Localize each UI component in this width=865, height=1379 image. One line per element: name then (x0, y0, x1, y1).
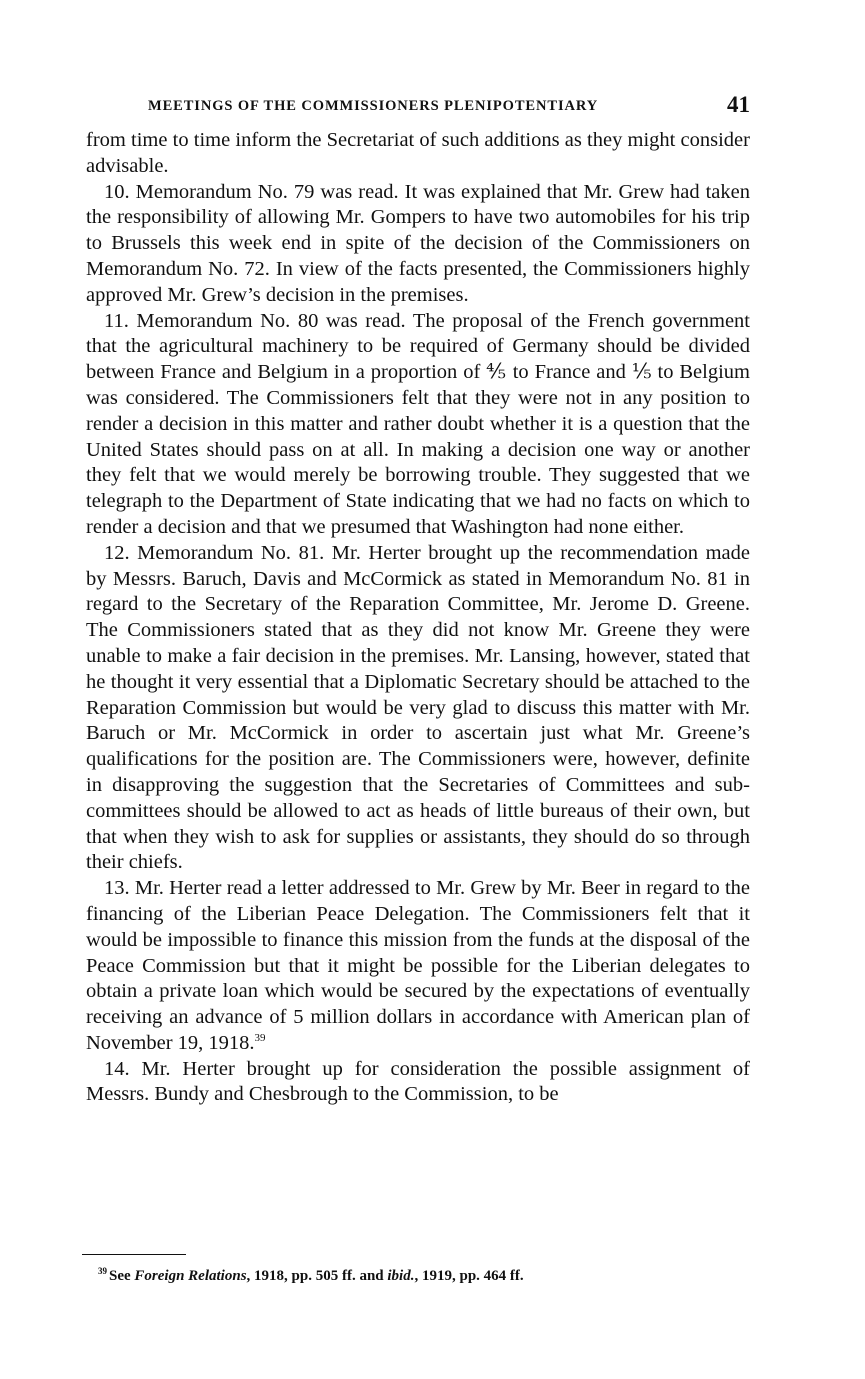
paragraph-11: 11. Memorandum No. 80 was read. The proposal of the French government that the agricultural machinery to be required of Germany should be divided between France and Belgium in a proportion of ⅘ to France and ⅕ to Belgium was considered. The Commissioners felt that they were not in any position to render a decision in this matter and rather doubt whether it is a question that the United States should pass on at all. In making a decision one way or another they felt that we would merely be borrowing trouble. They suggested that we telegraph to the Department of State indicating that we had no facts on which to render a decision and that we presumed that Washington had none either. (86, 309, 750, 538)
footnote-marker: 39 (98, 1266, 107, 1276)
paragraph-continued: from time to time inform the Secretariat of such additions as they might consider advisable. (86, 129, 750, 177)
paragraph-13 (86, 876, 750, 1057)
body-text (86, 128, 750, 1108)
paragraph-10: 10. Memorandum No. 79 was read. It was explained that Mr. Grew had taken the responsibility of allowing Mr. Gompers to have two automobiles for his trip to Brussels this week end in spite of the decision of the Commissioners on Memorandum No. 72. In view of the facts presented, the Commissioners highly approved Mr. Grew’s decision in the premises. (86, 180, 750, 306)
page-number: 41 (727, 92, 750, 117)
footnote-source: Foreign Relations (134, 1268, 247, 1284)
footnote-ibid: ibid. (387, 1268, 415, 1284)
footnote-suffix: , 1919, pp. 464 ff. (414, 1268, 524, 1284)
page (86, 94, 750, 1108)
footnote-reference: 39 (254, 1031, 266, 1044)
paragraph-13-text: 13. Mr. Herter read a letter addressed to Mr. Grew by Mr. Beer in regard to the financing of the Liberian Peace Delegation. The Commissioners felt that it would be impossible to finance this mission from the funds at the disposal of the Peace Commission but that it might be possible for the Liberian delegates to obtain a private loan which would be secured by the expectations of eventually receiving an advance of 5 million dollars in accordance with American plan of November 19, 1918. (86, 877, 750, 1054)
paragraph-12: 12. Memorandum No. 81. Mr. Herter brought up the recommendation made by Messrs. Baruch, Davis and McCormick as stated in Memorandum No. 81 in regard to the Secretary of the Reparation Committee, Mr. Jerome D. Greene. The Commissioners stated that as they did not know Mr. Greene they were unable to make a fair decision in the premises. Mr. Lansing, however, stated that he thought it very essential that a Diplomatic Secretary should be attached to the Reparation Commission but would be very glad to discuss this matter with Mr. Baruch or Mr. McCormick in order to ascertain just what Mr. Greene’s qualifications for the position are. The Commissioners were, however, definite in disapproving the suggestion that the Secretaries of Committees and sub-committees should be allowed to act as heads of little bureaus of their own, but that when they wish to ask for supplies or assistants, they should do so through their chiefs. (86, 541, 750, 874)
footnote-middle: , 1918, pp. 505 ff. and (246, 1268, 384, 1284)
footnote-divider (82, 1254, 186, 1255)
running-title: MEETINGS OF THE COMMISSIONERS PLENIPOTENTIARY (148, 98, 599, 114)
running-head (86, 94, 750, 124)
footnote-prefix: See (109, 1268, 131, 1284)
footnote (98, 1268, 524, 1285)
paragraph-14: 14. Mr. Herter brought up for consideration the possible assignment of Messrs. Bundy and Chesbrough to the Commission, to be (86, 1057, 750, 1106)
